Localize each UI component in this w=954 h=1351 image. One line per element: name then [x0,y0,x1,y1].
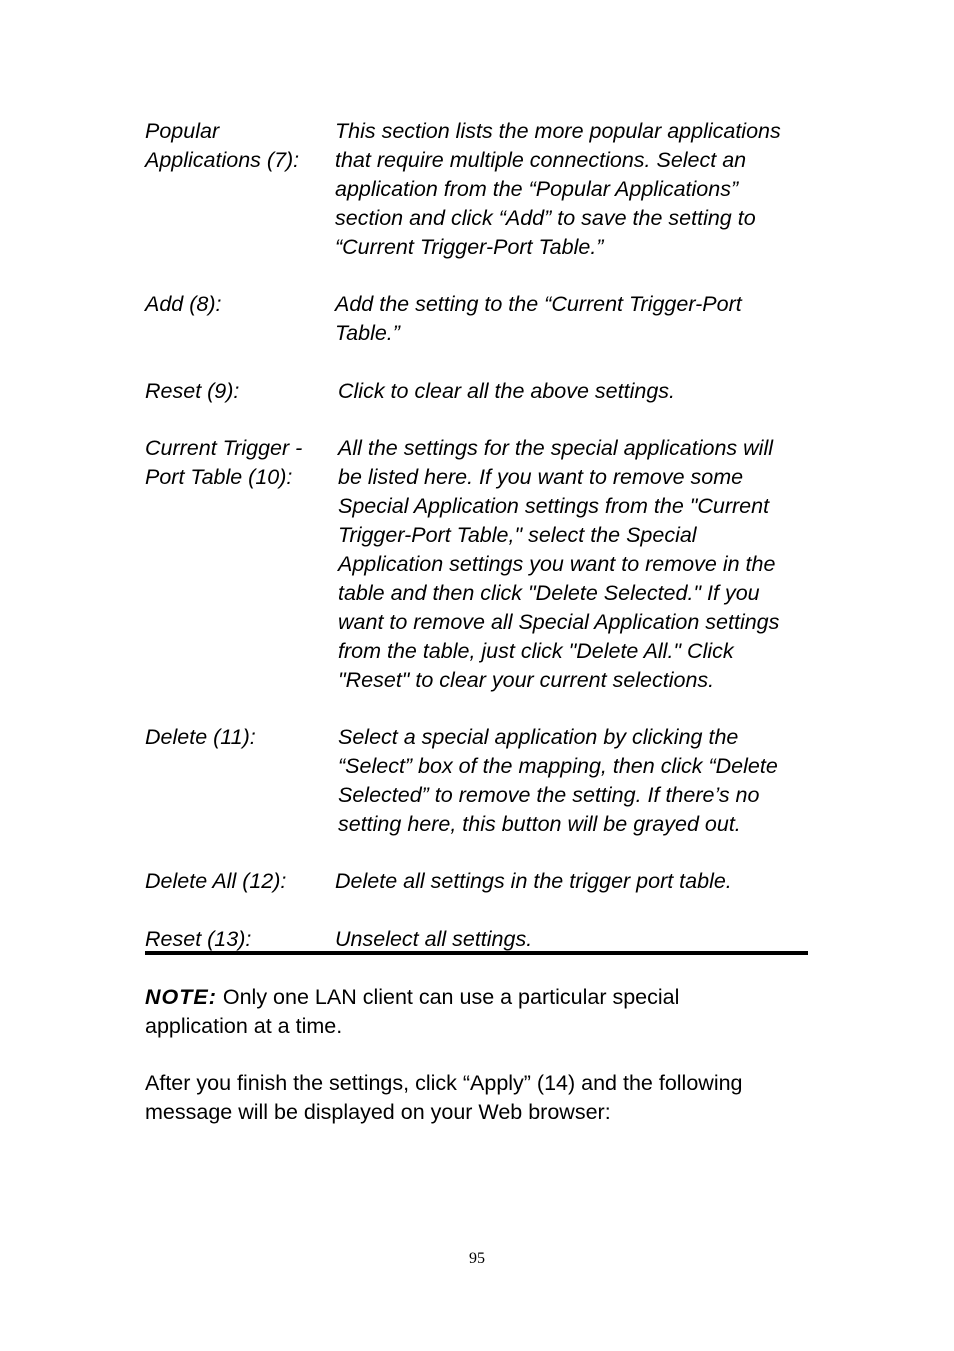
instruction-paragraph: After you finish the settings, click “Apply” (14) and the following message will be displayed on your Web browser: [145,1071,743,1124]
page-number: 95 [469,1250,485,1267]
note-text: Only one LAN client can use a particular special [216,985,680,1009]
entry-term: Current Trigger - Port Table (10): [145,436,303,489]
entry-term: Delete (11): [145,725,256,749]
entry-description: Add the setting to the “Current Trigger-Port Table.” [335,292,742,345]
note-text: application at a time. [145,1014,343,1038]
section-divider [145,951,808,955]
entry-term: Popular Applications (7): [145,119,300,172]
entry-term: Add (8): [145,292,222,316]
note-paragraph [145,983,815,1041]
entry-description: This section lists the more popular applications that require multiple connections. Select an application from the “Popular Applications” section and click “Add” to save the setting to “Current Trigger-Port Table.” [335,119,781,259]
entry-term: Reset (13): [145,927,252,951]
entry-description: Unselect all settings. [335,927,533,951]
entry-term: Reset (9): [145,379,240,403]
entry-description: Click to clear all the above settings. [338,379,675,403]
note-label: NOTE: [145,985,217,1009]
entry-description: All the settings for the special applications will be listed here. If you want to remove some Special Application settings from the "Current Trigger-Port Table," select the Special Application settings you want to remove in the table and then click "Delete Selected." If you want to remove all Special Application settings from the table, just click "Delete All." Click "Reset" to clear your current selections. [338,436,780,692]
entry-term: Delete All (12): [145,869,287,893]
entry-description: Delete all settings in the trigger port table. [335,869,732,893]
entry-description: Select a special application by clicking the “Select” box of the mapping, then click “Delete Selected” to remove the setting. If there’s no setting here, this button will be grayed out. [338,725,778,836]
